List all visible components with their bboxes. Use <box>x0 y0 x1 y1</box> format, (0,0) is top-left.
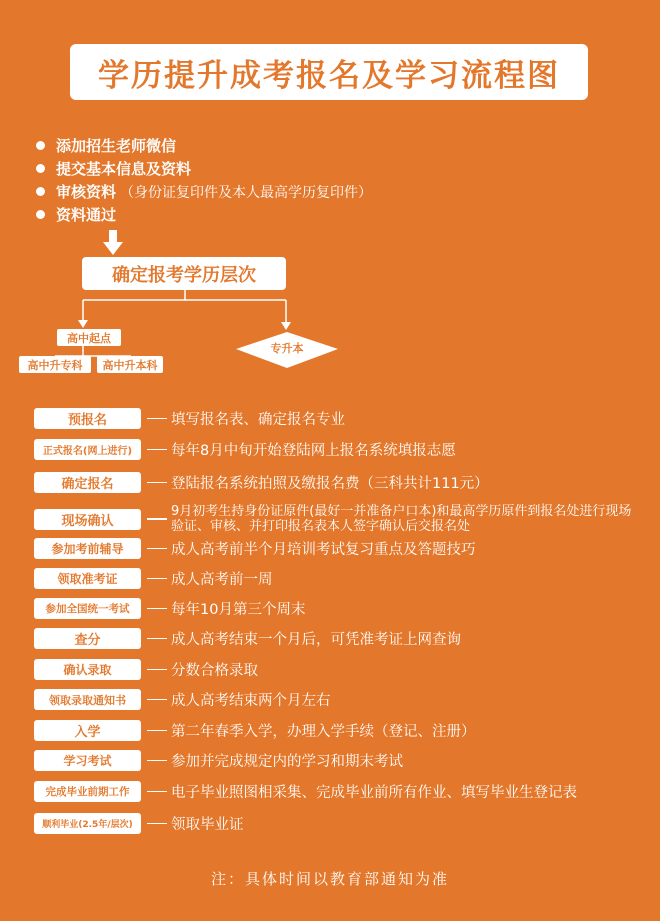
step-desc: 每年10月第三个周末 <box>171 602 306 618</box>
step-box <box>34 689 141 710</box>
step-row <box>34 628 461 649</box>
step-row <box>34 504 641 534</box>
step-desc: 分数合格录取 <box>171 663 258 679</box>
branch-box-highschool-bachelor <box>97 356 163 373</box>
step-desc: 成人高考结束一个月后，可凭准考证上网查询 <box>171 632 461 648</box>
bullet-text: 提交基本信息及资料 <box>56 160 192 178</box>
step-label: 学习考试 <box>63 754 112 768</box>
step-row <box>34 813 244 834</box>
bullet-text: 资料通过 <box>56 206 117 224</box>
footer-note: 注：具体时间以教育部通知为准 <box>210 870 449 888</box>
bullet-note: （身份证复印件及本人最高学历复印件） <box>120 184 373 201</box>
step-row <box>34 568 273 589</box>
bullet-item <box>36 180 372 203</box>
down-arrow-icon <box>103 230 123 256</box>
bullet-item <box>36 203 372 226</box>
step-desc: 电子毕业照图相采集、完成毕业前所有作业、填写毕业生登记表 <box>171 785 577 801</box>
step-box <box>34 472 141 493</box>
branch-box-highschool-junior <box>19 356 91 373</box>
step-label: 参加考前辅导 <box>51 542 124 556</box>
step-box <box>34 813 141 834</box>
level-box <box>82 257 286 290</box>
step-box <box>34 659 141 680</box>
step-box <box>34 538 141 559</box>
connector-dash <box>147 791 167 793</box>
step-label: 完成毕业前期工作 <box>45 786 130 798</box>
step-label: 确定报名 <box>61 477 114 492</box>
step-box <box>34 628 141 649</box>
step-desc: 领取毕业证 <box>171 817 244 833</box>
step-label: 参加全国统一考试 <box>45 603 130 615</box>
bullet-dot-icon <box>36 210 45 219</box>
step-desc: 登陆报名系统拍照及缴报名费（三科共计111元） <box>171 476 489 492</box>
step-row <box>34 439 456 460</box>
connector-dash <box>147 482 167 484</box>
step-row <box>34 408 345 429</box>
branch-label: 高中升专科 <box>27 358 83 372</box>
bullet-dot-icon <box>36 141 45 150</box>
step-row <box>34 598 305 619</box>
connector-dash <box>147 578 167 580</box>
step-row <box>34 538 476 559</box>
step-label: 确认录取 <box>63 663 112 677</box>
level-box-label: 确定报考学历层次 <box>112 264 256 286</box>
step-label: 现场确认 <box>61 513 114 529</box>
connector-dash <box>147 418 167 420</box>
step-box <box>34 408 141 429</box>
step-row <box>34 750 403 771</box>
connector-dash <box>147 608 167 610</box>
connector-dash <box>147 449 167 451</box>
step-box <box>34 568 141 589</box>
step-label: 入学 <box>74 725 101 740</box>
bullet-dot-icon <box>36 187 45 196</box>
branch-box-highschool <box>57 329 121 346</box>
bullet-item <box>36 157 372 180</box>
title-box <box>70 44 588 100</box>
connector-dash <box>147 669 167 671</box>
step-row <box>34 781 577 802</box>
connector-dash <box>147 823 167 825</box>
connector-dash <box>147 548 167 550</box>
branch-label: 专升本 <box>270 342 304 355</box>
bullet-list <box>36 134 372 226</box>
step-row <box>34 472 489 493</box>
branch-label: 高中升本科 <box>102 358 158 372</box>
step-box <box>34 781 141 802</box>
step-desc: 第二年春季入学，办理入学手续（登记、注册） <box>171 724 476 740</box>
step-label: 正式报名(网上进行) <box>42 446 133 457</box>
step-desc: 填写报名表、确定报名专业 <box>171 412 345 428</box>
bullet-item <box>36 134 372 157</box>
step-box <box>34 720 141 741</box>
step-row <box>34 720 476 741</box>
step-box <box>34 509 141 530</box>
step-desc: 成人高考前一周 <box>171 572 273 588</box>
step-label: 领取录取通知书 <box>49 693 126 707</box>
bullet-dot-icon <box>36 164 45 173</box>
step-desc: 9月初考生持身份证原件(最好一并准备户口本)和最高学历原件到报名处进行现场验证、审核、并打印报名表本人签字确认后交报名处 <box>171 504 632 534</box>
step-label: 预报名 <box>67 413 107 428</box>
step-desc: 每年8月中旬开始登陆网上报名系统填报志愿 <box>171 443 456 459</box>
step-row <box>34 659 258 680</box>
step-box <box>34 750 141 771</box>
bullet-text: 审核资料 <box>56 183 117 201</box>
step-box <box>34 439 141 460</box>
page-title: 学历提升成考报名及学习流程图 <box>98 57 560 94</box>
step-label: 顺利毕业(2.5年/层次) <box>42 820 133 830</box>
connector-dash <box>147 699 167 701</box>
connector-dash <box>147 518 167 520</box>
branch-label: 高中起点 <box>67 331 111 345</box>
step-desc: 成人高考结束两个月左右 <box>171 693 331 709</box>
step-desc: 参加并完成规定内的学习和期末考试 <box>171 754 403 770</box>
step-row <box>34 689 331 710</box>
step-label: 领取准考证 <box>57 572 118 586</box>
step-box <box>34 598 141 619</box>
step-label: 查分 <box>74 633 101 648</box>
step-desc: 成人高考前半个月培训考试复习重点及答题技巧 <box>171 542 476 558</box>
connector-dash <box>147 638 167 640</box>
connector-dash <box>147 730 167 732</box>
branch-box-junior-to-bachelor <box>237 337 337 359</box>
connector-dash <box>147 760 167 762</box>
bullet-text: 添加招生老师微信 <box>56 137 177 155</box>
